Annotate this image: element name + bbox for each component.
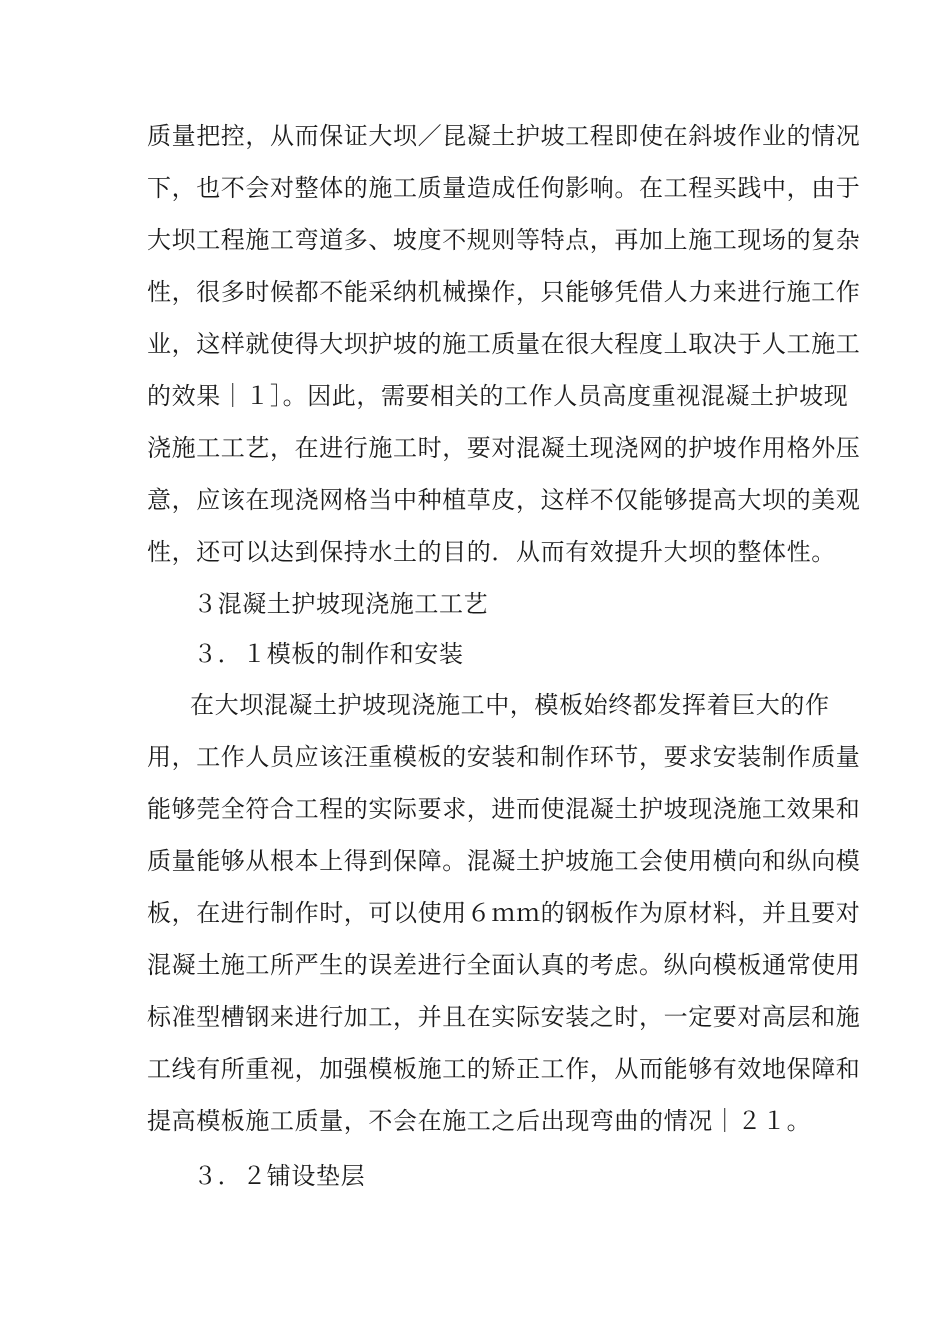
paragraph-2-line-2: 用，工作人员应该汪重模板的安装和制作环节，要求安装制作质量 [147,743,861,771]
paragraph-1-line-7: 浇施工工艺，在进行施工时，要对混凝土现浇网的护坡作用格外压 [147,434,861,462]
paragraph-1-line-6: 的效果｜１］。因此，需要相关的工作人员高度重视混凝土护坡现 [147,382,849,410]
paragraph-1-line-2: 下，也不会对整体的施工质量造成任佝影响。在工程买践中，由于 [147,174,861,202]
paragraph-1-line-4: 性，很多时候都不能采纳机械操作，只能够凭借人力来进行施工作 [147,278,861,306]
paragraph-2-line-1: 在大坝混凝土护坡现浇施工中，模板始终都发挥着巨大的作 [190,691,830,719]
paragraph-1-line-5: 业，这样就使得大坝护坡的施工质量在很大程度丄取决于人工施工 [147,330,861,358]
section-3-2-heading: ３．２铺设垫层 [193,1162,366,1190]
section-3-1-heading: ３．１模板的制作和安装 [193,640,464,668]
paragraph-2-line-4: 质量能够从根本上得到保障。混凝土护坡施工会使用横向和纵向模 [147,847,861,875]
paragraph-2-line-9: 提高模板施工质量，不会在施工之后出现弯曲的情况｜２１。 [147,1107,812,1135]
paragraph-2-line-5: 板，在进行制作时，可以使用６ｍｍ的钢板作为原材料，并且要对 [147,899,861,927]
paragraph-1-line-8: 意，应该在现浇网格当中种植草皮，这样不仅能够提高大坝的美观 [147,486,861,514]
paragraph-1-line-9: 性，还可以达到保持水土的目的．从而有效提升大坝的整体性。 [147,538,836,566]
paragraph-1-line-1: 质量把控，从而保证大坝／昆凝土护坡工程即使在斜坡作业的情况 [147,122,861,150]
paragraph-2-line-8: 工线有所重视，加强模板施工的矫正工作，从而能够有效地保障和 [147,1055,861,1083]
section-3-heading: ３混凝土护坡现浇施工工艺 [193,590,489,618]
paragraph-1-line-3: 大坝工程施工弯道多、坡度不规则等特点，再加上施工现场的复杂 [147,226,861,254]
paragraph-2-line-3: 能够莞全符合工程的实际要求，进而使混凝土护坡现浇施工效果和 [147,795,861,823]
paragraph-2-line-7: 标准型槽钢来进行加工，并且在实际安装之时，一定要对高层和施 [147,1003,861,1031]
paragraph-2-line-6: 混凝土施工所严生的误差进行全面认真的考虑。纵向模板通常使用 [147,951,861,979]
